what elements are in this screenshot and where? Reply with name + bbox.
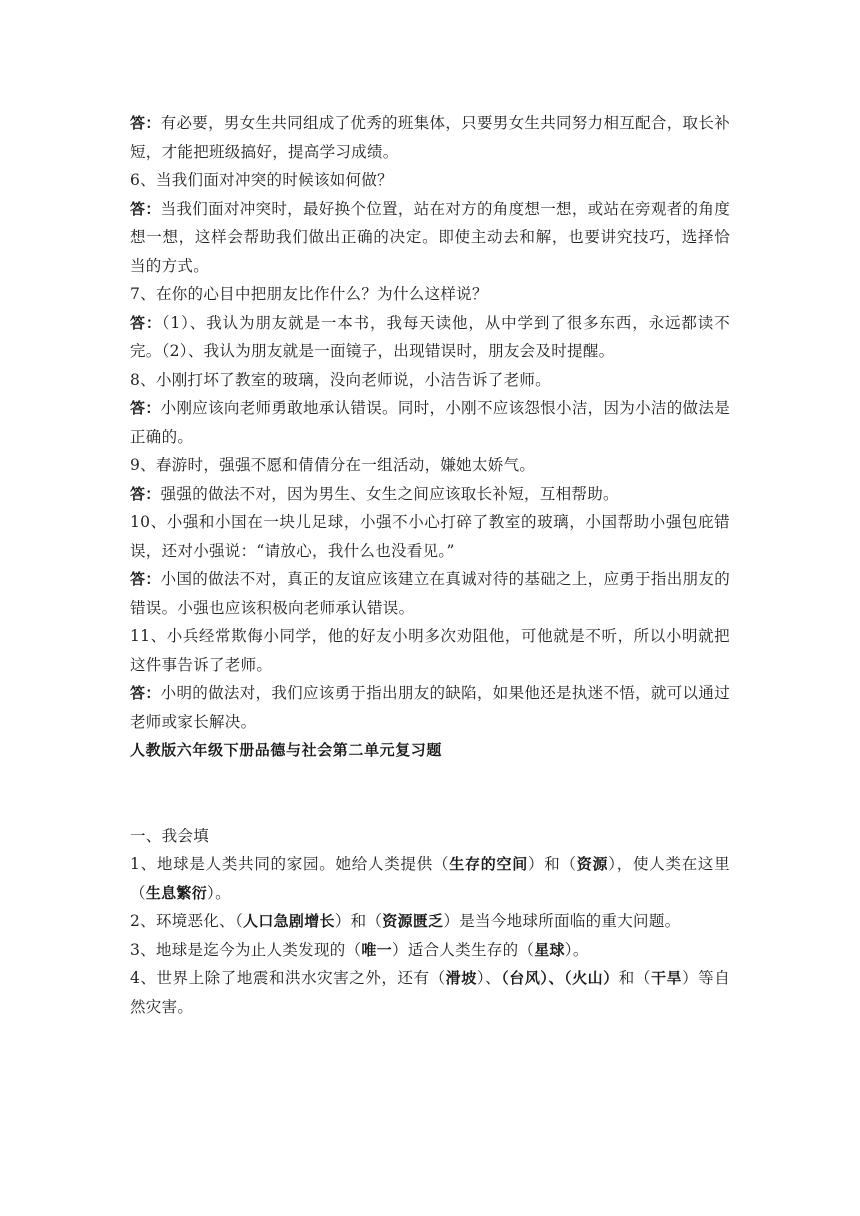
answer-text: 强强的做法不对，因为男生、女生之间应该取长补短，互相帮助。: [160, 484, 619, 503]
answer-paragraph: [130, 565, 730, 622]
document-body: [130, 109, 730, 1021]
fill-text: ）、: [476, 969, 502, 987]
fill-question: [130, 850, 730, 907]
answer-text: 有必要，男女生共同组成了优秀的班集体，只要男女生共同努力相互配合，取长补短，才能把班级搞好，提高学习成绩。: [130, 114, 730, 161]
question-paragraph: 10、小强和小国在一块儿足球，小强不小心打碎了教室的玻璃，小国帮助小强包庇错误，还对小强说：“请放心，我什么也没看见。”: [130, 513, 730, 560]
section-title: 人教版六年级下册品德与社会第二单元复习题: [130, 741, 443, 759]
answer-paragraph: [130, 109, 730, 166]
fill-text: ）。: [207, 883, 231, 902]
answer-text: 小刚应该向老师勇敢地承认错误。同时，小刚不应该怨恨小洁，因为小洁的做法是正确的。: [130, 399, 730, 446]
fill-answer: （台风）、（火山）: [501, 969, 619, 987]
spacer: [130, 765, 730, 822]
fill-answer: 唯一: [361, 940, 392, 959]
answer-label: 答：: [130, 313, 162, 332]
answer-paragraph: [130, 679, 730, 736]
fill-text: 2、环境恶化、（: [130, 912, 244, 930]
fill-question: [130, 964, 730, 1021]
fill-text: ）和（: [527, 855, 577, 873]
answer-paragraph: [130, 309, 730, 366]
answer-paragraph: [130, 394, 730, 451]
fill-answer: 干旱: [650, 969, 683, 987]
fill-text: 和（: [618, 969, 651, 987]
question-paragraph: 7、在你的心目中把朋友比作什么？为什么这样说？: [130, 285, 488, 303]
fill-text: 1、地球是人类共同的家园。她给人类提供（: [130, 855, 450, 873]
fill-text: 3、地球是迄今为止人类发现的（: [130, 940, 362, 959]
fill-answer: 人口急剧增长: [243, 912, 335, 930]
question-paragraph: 8、小刚打坏了教室的玻璃，没向老师说，小洁告诉了老师。: [130, 370, 551, 389]
question-paragraph: 9、春游时，强强不愿和倩倩分在一组活动，嫌她太娇气。: [130, 456, 536, 474]
question-paragraph: 6、当我们面对冲突的时候该如何做？: [130, 171, 393, 189]
answer-text: 当我们面对冲突时，最好换个位置，站在对方的角度想一想，或站在旁观者的角度想一想，这样会帮助我们做出正确的决定。即使主动去和解，也要讲究技巧，选择恰当的方式。: [130, 199, 730, 275]
answer-label: 答：: [130, 114, 161, 132]
answer-label: 答：: [130, 684, 161, 702]
fill-question: [130, 907, 730, 936]
answer-text: 小国的做法不对，真正的友谊应该建立在真诚对待的基础之上，应勇于指出朋友的错误。小强也应该积极向老师承认错误。: [130, 570, 730, 617]
answer-paragraph: [130, 195, 730, 281]
answer-text: 小明的做法对，我们应该勇于指出朋友的缺陷，如果他还是执迷不悟，就可以通过老师或家长解决。: [130, 684, 730, 731]
answer-label: 答：: [130, 484, 161, 503]
fill-answer: 生息繁衍: [145, 883, 208, 902]
fill-answer: 资源: [576, 855, 609, 873]
fill-text: ）适合人类生存的（: [391, 940, 535, 959]
fill-answer: 星球: [534, 940, 565, 959]
answer-paragraph: [130, 480, 730, 509]
fill-text: ）等自然灾害。: [130, 969, 731, 1016]
question-paragraph: 11、小兵经常欺侮小同学，他的好友小明多次劝阻他，可他就是不听，所以小明就把这件事告诉了老师。: [130, 627, 730, 674]
fill-text: ）和（: [334, 912, 383, 930]
fill-answer: 滑坡: [445, 969, 477, 987]
answer-text: （1）、我认为朋友就是一本书，我每天读他，从中学到了很多东西，永远都读不完。（2）、我认为朋友就是一面镜子，出现错误时，朋友会及时提醒。: [130, 313, 730, 360]
fill-text: ）。: [564, 940, 589, 959]
fill-text: ），使人类在这里（: [130, 855, 730, 902]
answer-label: 答：: [130, 399, 161, 417]
fill-answer: 资源匮乏: [382, 912, 444, 930]
fill-text: 4、世界上除了地震和洪水灾害之外，还有（: [130, 969, 446, 987]
answer-label: 答：: [130, 199, 161, 218]
fill-answer: 生存的空间: [449, 855, 528, 873]
part-title: 一、我会填: [130, 826, 210, 845]
fill-text: ）是当今地球所面临的重大问题。: [443, 912, 681, 930]
fill-question: [130, 936, 730, 965]
answer-label: 答：: [130, 570, 161, 588]
